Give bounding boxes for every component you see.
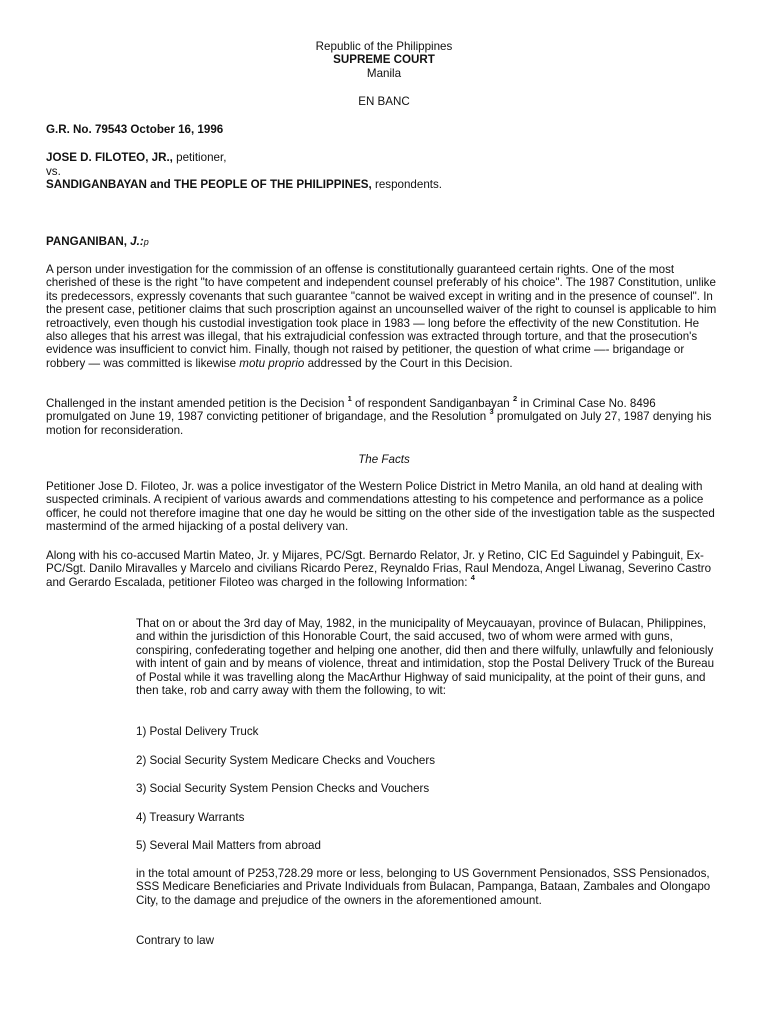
intro-italic: motu proprio bbox=[239, 356, 305, 370]
information-amount: in the total amount of P253,728.29 more or less, belonging to US Government Pensionados, SSS Pensionados, SSS Medicare Beneficiaries and Private Individuals from Bulacan, Pampanga, Bataan, Zambales and Olongapo City, to the damage and prejudice of the owners in the aforementioned amount. bbox=[136, 867, 711, 907]
ponente-title: J.: bbox=[130, 235, 144, 248]
information-item-4: 4) Treasury Warrants bbox=[136, 811, 245, 824]
information-body: That on or about the 3rd day of May, 1982, in the municipality of Meycauayan, province of Bulacan, Philippines, and within the jurisdiction of this Honorable Court, the said accused, two of whom were armed with guns, conspiring, confederating together and helping one another, did then and there wilfully, unlawfully and feloniously with intent of gain and by means of violence, threat and intimidation, stop the Postal Delivery Truck of the Bureau of Postal while it was travelling along the MacArthur Highway of said municipality, at the point of their guns, and then take, rob and carry away with them the following, to wit: bbox=[136, 617, 715, 698]
intro-paragraph bbox=[46, 263, 722, 370]
respondent-role: respondents. bbox=[371, 178, 443, 191]
information-closing: Contrary to law bbox=[136, 934, 214, 947]
footnote-ref-1[interactable]: 1 bbox=[347, 394, 352, 403]
petitioner-name: JOSE D. FILOTEO, JR., bbox=[46, 151, 173, 164]
section-heading-facts: The Facts bbox=[358, 453, 410, 466]
ponente-name: PANGANIBAN, bbox=[46, 235, 131, 248]
court-header bbox=[0, 40, 768, 80]
respondent-line bbox=[46, 178, 722, 191]
footnote-ref-3[interactable]: 3 bbox=[489, 407, 494, 417]
petitioner-role: petitioner, bbox=[172, 151, 227, 164]
ponente-mark: p bbox=[143, 237, 149, 247]
intro-text-before: A person under investigation for the commission of an offense is constitutionally guaranteed certain rights. One of the most cherished of these is the right "to have competent and independent counsel preferably of his choice". The 1987 Constitution, unlike its predecessors, expressly covenants that such guarantee "cannot be waived except in writing and in the presence of counsel". In the present case, petitioner claims that such proscription against an uncounselled waiver of the right to counsel is applicable to him retroactively, even though his custodial investigation took place in 1983 — long before the effectivity of the new Constitution. He also alleges that his arrest was illegal, that his extrajudicial confession was extracted through torture, and that the prosecution's evidence was insufficient to convict him. Finally, though not raised by petitioner, the question of what crime —- brigandage or robbery — was committed is likewise bbox=[46, 263, 717, 370]
information-item-3: 3) Social Security System Pension Checks and Vouchers bbox=[136, 782, 430, 795]
footnote-ref-4[interactable]: 4 bbox=[470, 572, 475, 582]
court-name: SUPREME COURT bbox=[333, 53, 435, 67]
information-item-2: 2) Social Security System Medicare Checks and Vouchers bbox=[136, 754, 435, 767]
division-label: EN BANC bbox=[358, 95, 410, 108]
challenge-part2: of respondent Sandiganbayan bbox=[351, 397, 513, 410]
information-item-1: 1) Postal Delivery Truck bbox=[136, 725, 259, 738]
case-number: G.R. No. 79543 October 16, 1996 bbox=[46, 123, 224, 136]
challenge-part3: in Criminal Case No. 8496 promulgated on June 19, 1987 convicting petitioner of brigandage, and the Resolution bbox=[46, 397, 656, 424]
intro-text-after: addressed by the Court in this Decision. bbox=[304, 356, 513, 370]
facts-paragraph: Petitioner Jose D. Filoteo, Jr. was a police investigator of the Western Police District in Metro Manila, an old hand at dealing with suspected criminals. A recipient of various awards and commendations attesting to his competence and performance as a police officer, he could not therefore imagine that one day he would be sitting on the other side of the investigation table as the suspected mastermind of the armed hijacking of a postal delivery van. bbox=[46, 480, 715, 534]
republic-line: Republic of the Philippines bbox=[315, 40, 453, 53]
footnote-ref-2[interactable]: 2 bbox=[512, 394, 518, 403]
information-item-5: 5) Several Mail Matters from abroad bbox=[136, 839, 321, 852]
challenge-paragraph bbox=[46, 394, 722, 437]
respondent-name: SANDIGANBAYAN and THE PEOPLE OF THE PHILIPPINES, bbox=[46, 178, 372, 191]
accused-text: Along with his co-accused Martin Mateo, Jr. y Mijares, PC/Sgt. Bernardo Relator, Jr. y Retino, CIC Ed Saguindel y Pabinguit, Ex-PC/Sgt. Danilo Miravalles y Marcelo and civilians Ricardo Perez, Reynaldo Frias, Raul Mendoza, Angel Liwanag, Severino Castro and Gerardo Escalada, petitioner Filoteo was charged in the following Information: bbox=[46, 549, 712, 589]
challenge-part1: Challenged in the instant amended petition is the Decision bbox=[46, 397, 348, 410]
petitioner-line bbox=[46, 151, 722, 164]
ponente-line bbox=[46, 235, 722, 249]
challenge-part4: promulgated on July 27, 1987 denying his motion for reconsideration. bbox=[46, 410, 712, 437]
court-city: Manila bbox=[366, 66, 402, 80]
versus-line: vs. bbox=[46, 165, 61, 178]
accused-paragraph bbox=[46, 549, 722, 589]
